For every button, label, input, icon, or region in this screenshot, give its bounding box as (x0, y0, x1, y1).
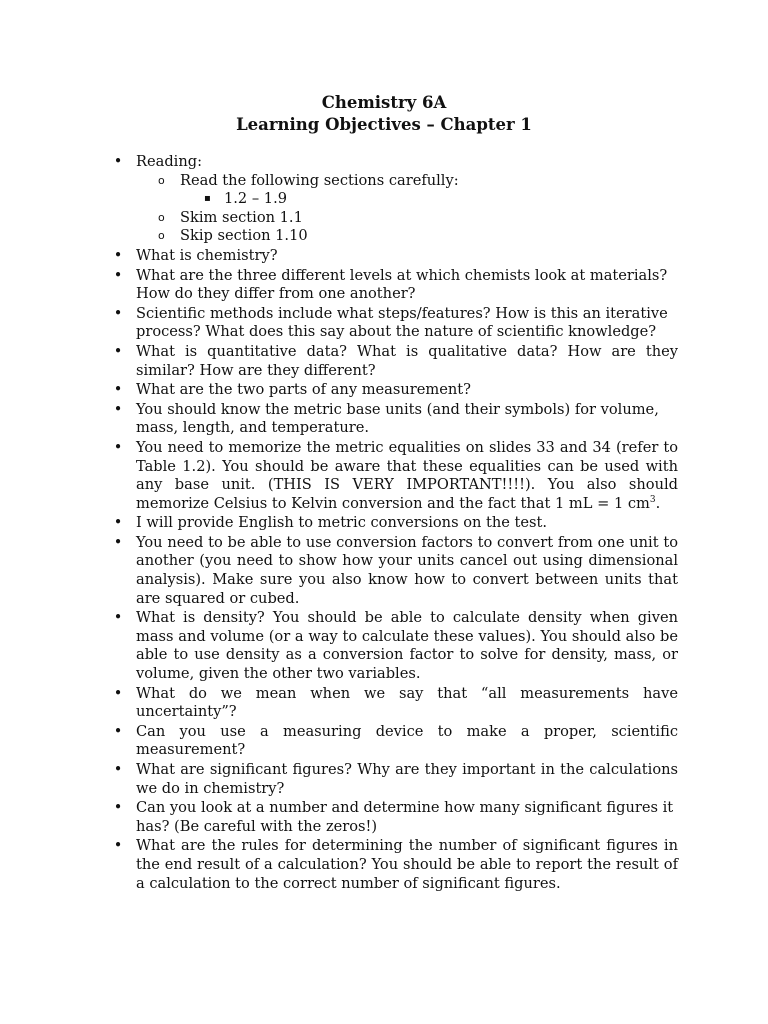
list-item-text-end: . (655, 494, 661, 512)
list-item (110, 609, 678, 683)
list-item-text: What is quantitative data? What is qualitative data? How are they similar? How are they different? (136, 342, 678, 379)
sub-item-text: Skip section 1.10 (180, 227, 308, 245)
list-item (110, 439, 678, 513)
course-title: Chemistry 6A (321, 93, 447, 112)
list-item-text: What are the three different levels at which chemists look at materials? How do they differ from one another? (136, 266, 668, 303)
list-item (110, 685, 678, 722)
list-item (110, 305, 678, 342)
list-item (110, 514, 678, 533)
bullet-icon: • (113, 722, 123, 740)
objectives-list (110, 153, 678, 894)
list-item-text: What is density? You should be able to calculate density when given mass and volume (or a way to calculate these values). You should also be able to use density as a conversion factor to solve for density, mass, or volume, given the other two variables. (136, 609, 678, 683)
list-item (110, 534, 678, 608)
document-title: Learning Objectives – Chapter 1 (236, 115, 532, 134)
sub-sub-item (202, 190, 678, 209)
list-item (110, 247, 678, 266)
bullet-icon: • (113, 246, 123, 264)
bullet-icon: • (113, 400, 123, 418)
sub-item-text: Skim section 1.1 (180, 208, 303, 226)
bullet-icon: • (113, 514, 123, 532)
list-item (110, 267, 678, 304)
list-item-text: Can you look at a number and determine how many significant figures it has? (Be careful with the zeros!) (136, 799, 674, 835)
circle-bullet-icon: o (158, 229, 165, 243)
main-list (110, 153, 678, 893)
list-item (110, 381, 678, 400)
bullet-icon: • (113, 609, 123, 627)
list-item-text: Scientific methods include what steps/features? How is this an iterative process? What does this say about the nature of scientific knowledge? (136, 304, 668, 341)
list-item-reading (110, 153, 678, 246)
bullet-icon: • (113, 266, 123, 284)
sub-item-text: Read the following sections carefully: (180, 171, 459, 189)
read-sections-sublist (180, 190, 678, 209)
reading-label: Reading: (136, 153, 202, 170)
list-item-text: What are the two parts of any measurement? (136, 381, 471, 399)
list-item (110, 343, 678, 380)
list-item-text: I will provide English to metric conversions on the test. (136, 514, 548, 532)
sub-item-read (156, 172, 678, 209)
list-item (110, 401, 678, 438)
bullet-icon: • (113, 153, 123, 170)
sub-item-skip (156, 227, 678, 246)
list-item-text: Can you use a measuring device to make a proper, scientific measurement? (136, 722, 678, 759)
bullet-icon: • (113, 799, 123, 817)
bullet-icon: • (113, 342, 123, 360)
bullet-icon: • (113, 438, 123, 456)
list-item-text: What is chemistry? (136, 246, 278, 264)
sub-sub-item-text: 1.2 – 1.9 (224, 190, 287, 208)
list-item (110, 761, 678, 798)
bullet-icon: • (113, 684, 123, 702)
bullet-icon: • (113, 304, 123, 322)
bullet-icon: • (113, 837, 123, 855)
circle-bullet-icon: o (158, 210, 165, 224)
list-item (110, 837, 678, 893)
reading-sublist (136, 172, 678, 246)
list-item-text: You need to be able to use conversion factors to convert from one unit to another (you need to show how your units cancel out using dimensional analysis). Make sure you also know how to convert between units that are squared or cubed. (136, 533, 678, 607)
bullet-icon: • (113, 533, 123, 551)
bullet-icon: • (113, 761, 123, 778)
list-item-text: You need to memorize the metric equalities on slides 33 and 34 (refer to Table 1.2). You should be aware that these equalities can be used with any base unit. (THIS IS VERY IMPORTANT!!!!). You also should memorize Celsius to Kelvin conversion and the fact that 1 mL = 1 cm (136, 438, 678, 512)
list-item-text: You should know the metric base units (and their symbols) for volume, mass, length, and temperature. (136, 400, 659, 437)
title-block (0, 92, 768, 136)
superscript-3: 3 (649, 494, 656, 505)
bullet-icon: • (113, 381, 123, 399)
list-item (110, 723, 678, 760)
square-bullet-icon: ▪ (204, 193, 211, 205)
list-item (110, 799, 678, 836)
sub-item-skim (156, 209, 678, 228)
list-item-text: What do we mean when we say that “all measurements have uncertainty”? (136, 684, 678, 721)
circle-bullet-icon: o (158, 173, 165, 187)
list-item-text: What are significant figures? Why are they important in the calculations we do in chemistry? (136, 761, 678, 797)
list-item-text: What are the rules for determining the number of significant figures in the end result of a calculation? You should be able to report the result of a calculation to the correct number of significant figures. (136, 837, 678, 892)
